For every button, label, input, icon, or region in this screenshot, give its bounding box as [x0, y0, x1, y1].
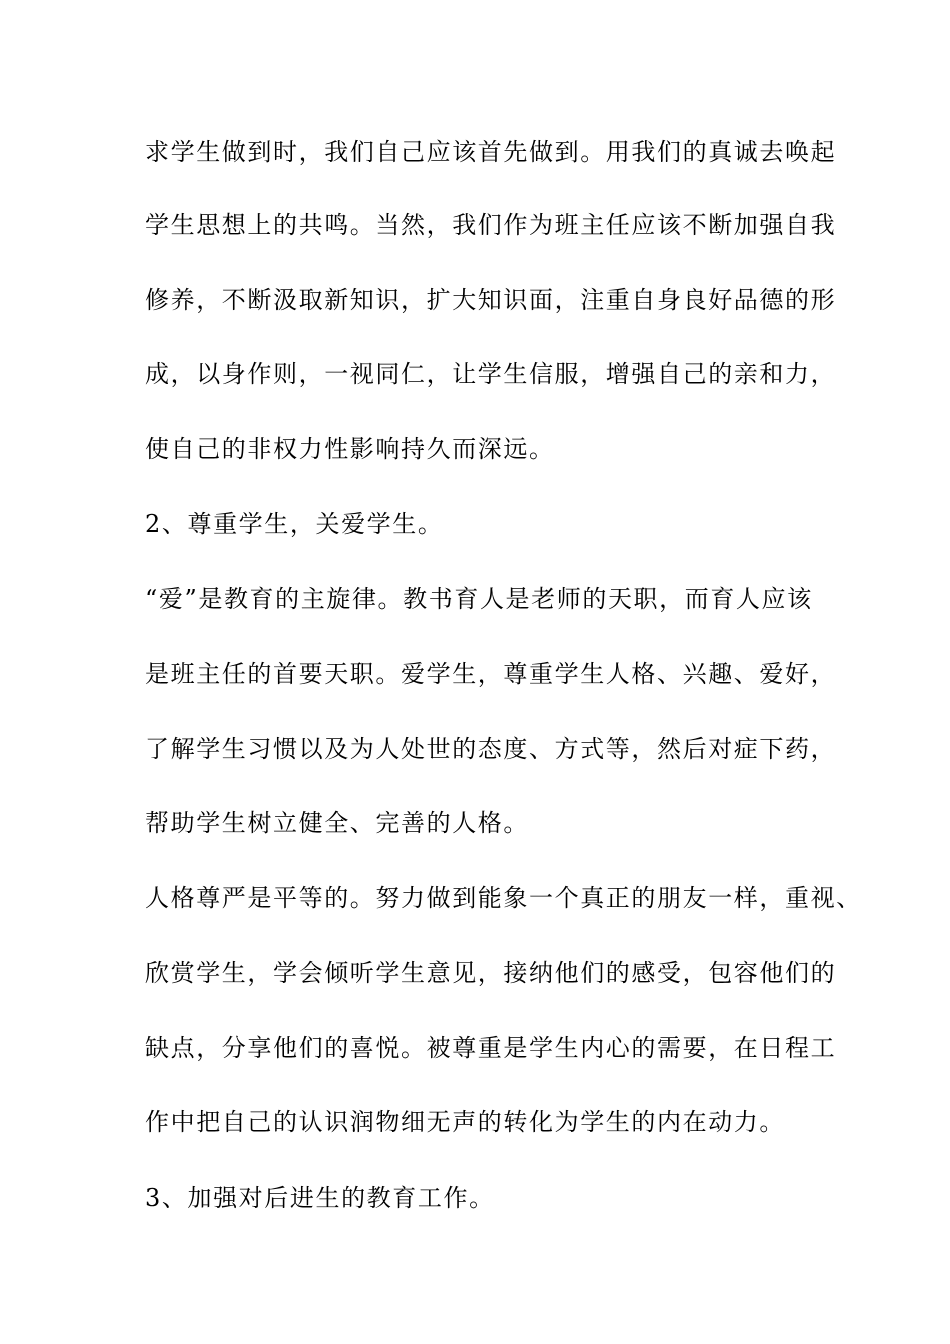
- text-line: 欣赏学生，学会倾听学生意见，接纳他们的感受，包容他们的: [145, 959, 837, 987]
- text-line: 作中把自己的认识润物细无声的转化为学生的内在动力。: [145, 1108, 785, 1136]
- section-heading: 3、加强对后进生的教育工作。: [145, 1184, 495, 1212]
- text-line: 修养，不断汲取新知识，扩大知识面，注重自身良好品德的形: [145, 286, 837, 314]
- section-heading: 2、尊重学生，关爱学生。: [145, 510, 444, 538]
- text-line: 了解学生习惯以及为人处世的态度、方式等，然后对症下药，: [145, 735, 837, 763]
- text-line: 学生思想上的共鸣。当然，我们作为班主任应该不断加强自我: [145, 211, 837, 239]
- text-line: 帮助学生树立健全、完善的人格。: [145, 809, 529, 837]
- text-line: 人格尊严是平等的。努力做到能象一个真正的朋友一样，重视、: [145, 884, 862, 912]
- text-line: “爱”是教育的主旋律。教书育人是老师的天职，而育人应该: [145, 585, 813, 613]
- text-line: 求学生做到时，我们自己应该首先做到。用我们的真诚去唤起: [145, 138, 837, 166]
- text-line: 缺点，分享他们的喜悦。被尊重是学生内心的需要，在日程工: [145, 1034, 837, 1062]
- text-line: 是班主任的首要天职。爱学生，尊重学生人格、兴趣、爱好，: [145, 660, 837, 688]
- text-line: 使自己的非权力性影响持久而深远。: [145, 435, 555, 463]
- text-line: 成，以身作则，一视同仁，让学生信服，增强自己的亲和力，: [145, 360, 837, 388]
